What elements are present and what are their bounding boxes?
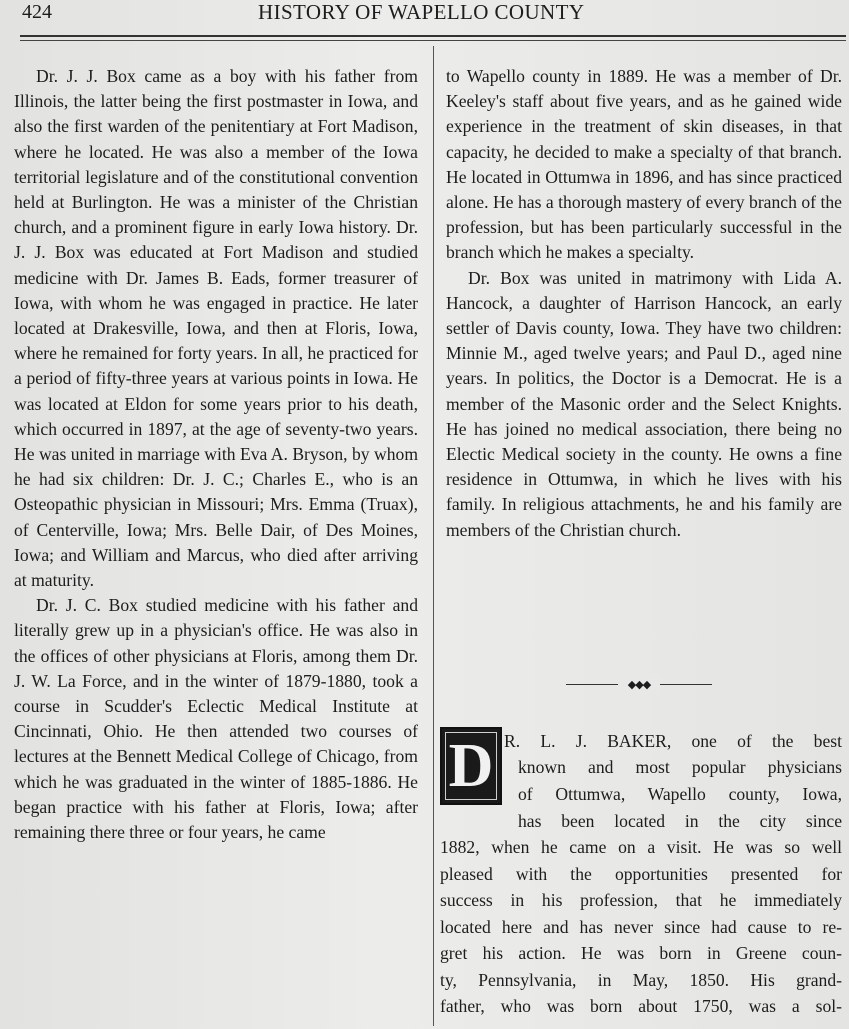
baker-line: of Ottumwa, Wapello county, Iowa, — [518, 784, 842, 804]
section-ornament — [566, 676, 712, 694]
baker-line: located here and has never since had cause to re- — [440, 917, 842, 937]
paragraph-box-family: Dr. Box was united in matrimony with Lida A. Hancock, a daughter of Harrison Hancock, an early settler of Davis county, Iowa. They have two children: Minnie M., aged twelve years; and Paul D., aged nine years. In politics, the Doctor is a Democrat. He is a member of the Masonic order and the Select Knights. He has joined no medical association, there being no Electic Medical society in the county. He owns a fine residence in Ottumwa, in which he lives with his family. In religious attachments, he and his family are members of the Christian church. — [446, 267, 842, 540]
baker-line: has been located in the city since — [518, 811, 842, 831]
baker-line: father, who was born about 1750, was a sol- — [440, 996, 842, 1016]
baker-line: R. L. J. BAKER, one of the best — [504, 731, 842, 751]
header-rule-thin — [20, 40, 846, 41]
baker-line: success in his profession, that he immediately — [440, 890, 842, 910]
header-rule-thick — [20, 35, 846, 37]
right-column — [446, 64, 842, 543]
paragraph-jc-box: Dr. J. C. Box studied medicine with his father and literally grew up in a physician's office. He was also in the offices of other physicians at Floris, among them Dr. J. W. La Force, and in the winter of 1879-1880, took a course in Scudder's Eclectic Medical Institute at Cincinnati, Ohio. He then attended two courses of lectures at the Bennett Medical College of Chicago, from which he was graduated in the winter of 1885-1886. He began practice with his father at Floris, Iowa; after remaining there three or four years, he came — [14, 595, 418, 843]
baker-line: gret his action. He was born in Greene coun- — [440, 943, 842, 963]
paragraph-jc-box-continued: to Wapello county in 1889. He was a member of Dr. Keeley's staff about five years, and as he gained wide experience in the treatment of skin diseases, in that capacity, he decided to make a specialty of that branch. He located in Ottumwa in 1896, and has since practiced alone. He has a thorough mastery of every branch of the profession, but has been particularly successful in the branch which he makes a specialty. — [446, 66, 842, 263]
running-title: HISTORY OF WAPELLO COUNTY — [258, 0, 585, 24]
diamond-ornament-icon: ◆◆◆ — [618, 676, 660, 694]
page-number: 424 — [22, 1, 52, 23]
drop-cap-letter: D — [448, 732, 494, 800]
column-divider — [433, 46, 434, 1026]
baker-line: ty, Pennsylvania, in May, 1850. His grand- — [440, 970, 842, 990]
left-column — [14, 64, 418, 845]
baker-line: pleased with the opportunities presented for — [440, 864, 842, 884]
drop-cap-box — [440, 727, 502, 805]
baker-line: 1882, when he came on a visit. He was so well — [440, 837, 842, 857]
baker-line: known and most popular physicians — [518, 757, 842, 777]
paragraph-jj-box: Dr. J. J. Box came as a boy with his father from Illinois, the latter being the first postmaster in Iowa, and also the first warden of the penitentiary at Fort Madison, where he located. He was also a member of the Iowa territorial legislature and of the constitutional convention held at Burlington. He was a minister of the Christian church, and a prominent figure in early Iowa history. Dr. J. J. Box was educated at Fort Madison and studied medicine with Dr. James B. Eads, former treasurer of Iowa, with whom he was engaged in practice. He later located at Drakesville, Iowa, and then at Floris, Iowa, where he remained for forty years. In all, he practiced for a period of fifty-three years at various points in Iowa. He was located at Eldon for some years prior to his death, which occurred in 1897, at the age of seventy-two years. He was united in marriage with Eva A. Bryson, by whom he had six children: Dr. J. C.; Charles E., who is an Osteopathic physician in Missouri; Mrs. Emma (Truax), of Centerville, Iowa; Mrs. Belle Dair, of Des Moines, Iowa; and William and Marcus, who died after arriving at maturity. — [14, 66, 418, 591]
